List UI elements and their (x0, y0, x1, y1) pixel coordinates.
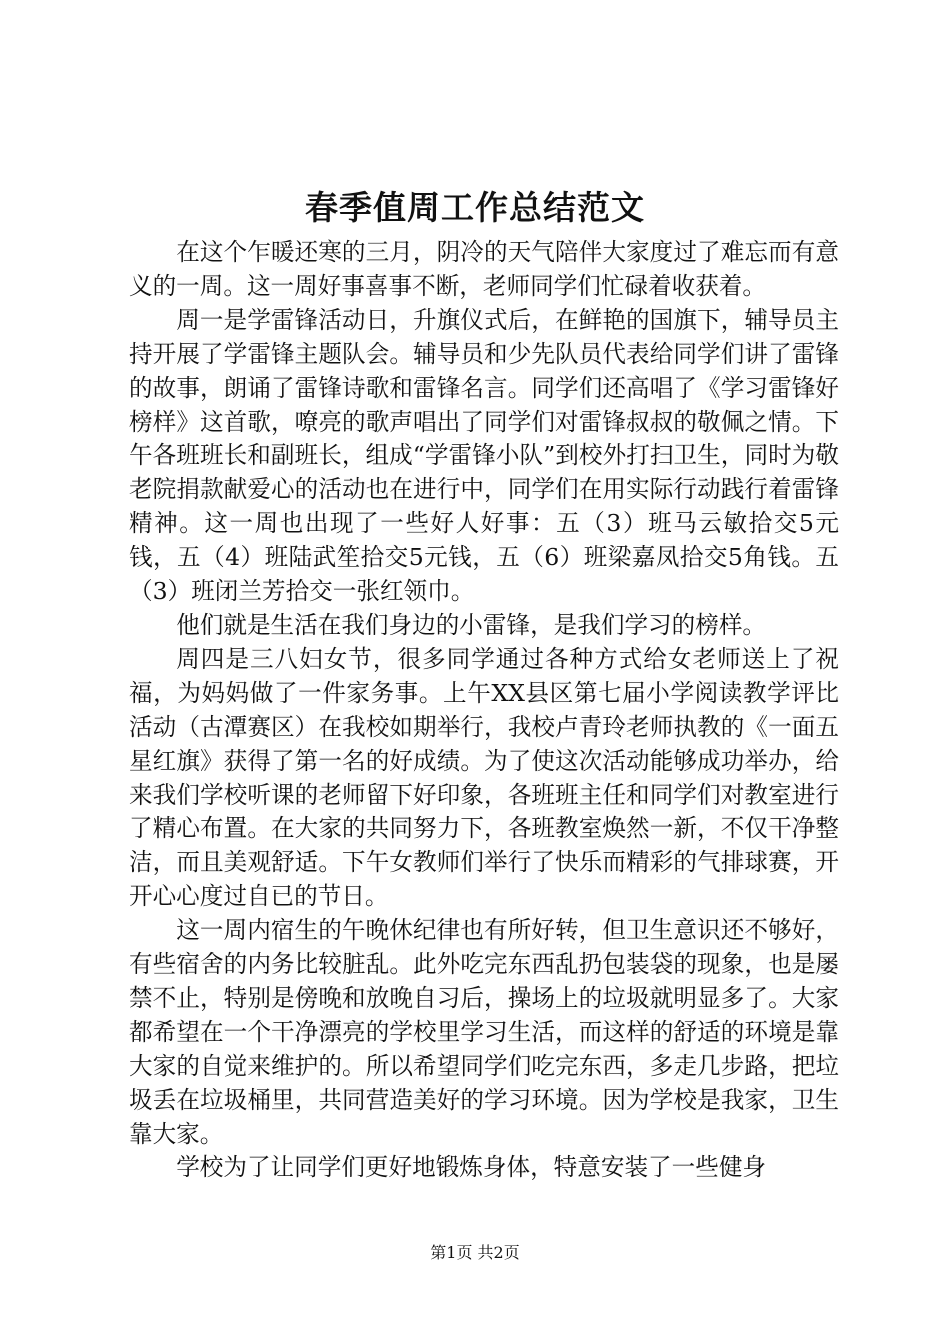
paragraph-5: 这一周内宿生的午晚休纪律也有所好转，但卫生意识还不够好，有些宿舍的内务比较脏乱。此外吃完东西乱扔包装袋的现象，也是屡禁不止，特别是傍晚和放晚自习后，操场上的垃圾就明显多了。大家都希望在一个干净漂亮的学校里学习生活，而这样的舒适的环境是靠大家的自觉来维护的。所以希望同学们吃完东西，多走几步路，把垃圾丢在垃圾桶里，共同营造美好的学习环境。因为学校是我家，卫生靠大家。 (129, 916, 839, 1148)
paragraph-3: 他们就是生活在我们身边的小雷锋，是我们学习的榜样。 (176, 610, 767, 639)
paragraph-1: 在这个乍暖还寒的三月，阴冷的天气陪伴大家度过了难忘而有意义的一周。这一周好事喜事不断，老师同学们忙碌着收获着。 (129, 238, 839, 300)
document-title: 春季值周工作总结范文 (305, 188, 645, 227)
paragraph-4: 周四是三八妇女节，很多同学通过各种方式给女老师送上了祝福，为妈妈做了一件家务事。上午XX县区第七届小学阅读教学评比活动（古潭赛区）在我校如期举行，我校卢青玲老师执教的《一面五星红旗》获得了第一名的好成绩。为了使这次活动能够成功举办，给来我们学校听课的老师留下好印象，各班班主任和同学们对教室进行了精心布置。在大家的共同努力下，各班教室焕然一新，不仅干净整洁，而且美观舒适。下午女教师们举行了快乐而精彩的气排球赛，开开心心度过自已的节日。 (129, 644, 839, 911)
paragraph-2: 周一是学雷锋活动日，升旗仪式后，在鲜艳的国旗下，辅导员主持开展了学雷锋主题队会。辅导员和少先队员代表给同学们讲了雷锋的故事，朗诵了雷锋诗歌和雷锋名言。同学们还高唱了《学习雷锋好榜样》这首歌，嘹亮的歌声唱出了同学们对雷锋叔叔的敬佩之情。下午各班班长和副班长，组成“学雷锋小队”到校外打扫卫生，同时为敬老院捐款献爱心的活动也在进行中，同学们在用实际行动践行着雷锋精神。这一周也出现了一些好人好事：五（3）班马云敏拾交5元钱，五（4）班陆武笙拾交5元钱，五（6）班梁嘉凤拾交5角钱。五（3）班闭兰芳拾交一张红领巾。 (129, 305, 839, 606)
document-body (129, 236, 839, 1185)
paragraph-6: 学校为了让同学们更好地锻炼身体，特意安装了一些健身 (176, 1153, 767, 1182)
page-number-footer: 第1页 共2页 (430, 1243, 520, 1262)
